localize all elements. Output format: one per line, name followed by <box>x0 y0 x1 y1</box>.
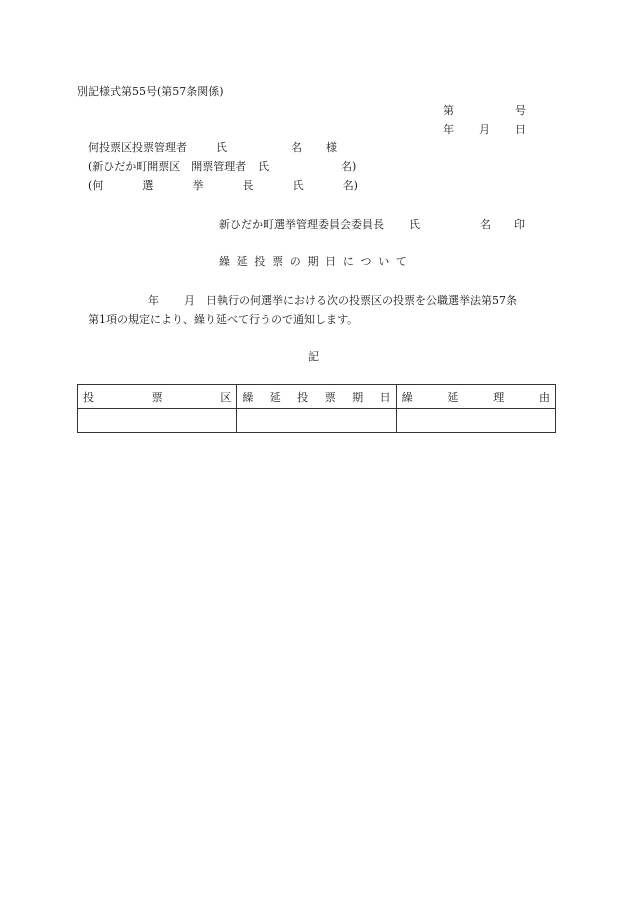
date-day: 日 <box>515 123 526 136</box>
header-char: 由 <box>539 390 550 404</box>
heading-char: 投 <box>254 255 266 268</box>
counting-manager-shi: 氏 <box>258 160 269 173</box>
table-header-row <box>78 385 556 409</box>
sender-shi: 氏 <box>409 218 420 231</box>
recipient-sama: 様 <box>326 141 337 154</box>
date-month: 月 <box>479 123 490 136</box>
number-prefix: 第 <box>443 104 454 117</box>
recipient-mei: 名 <box>291 141 302 154</box>
header-postponed-date <box>237 385 396 409</box>
cell-voting-district <box>78 409 237 433</box>
header-char: 繰 <box>242 390 254 404</box>
header-char: 投 <box>297 390 309 404</box>
heading-char: い <box>378 255 390 268</box>
document-heading <box>219 255 407 269</box>
election-chair-char: 挙 <box>192 179 204 192</box>
body-month: 月 <box>184 294 195 307</box>
election-chair-char: 選 <box>142 179 154 192</box>
header-char: 期 <box>352 390 364 404</box>
header-char: 票 <box>324 390 336 404</box>
heading-char: て <box>395 255 407 268</box>
number-suffix: 号 <box>515 104 526 117</box>
body-year: 年 <box>148 294 159 307</box>
header-char: 日 <box>379 390 391 404</box>
document-number-line <box>443 104 526 118</box>
heading-char: つ <box>360 255 372 268</box>
table-row <box>78 409 556 433</box>
header-voting-district <box>78 385 237 409</box>
ki-marker: 記 <box>308 350 319 363</box>
header-char: 区 <box>220 390 232 404</box>
postponement-table <box>77 384 556 433</box>
heading-char: 期 <box>307 255 319 268</box>
sender-title: 新ひだか町選挙管理委員会委員長 <box>219 218 384 231</box>
header-char: 投 <box>83 390 94 404</box>
header-postponement-reason <box>396 385 555 409</box>
header-char: 理 <box>493 390 505 404</box>
recipient-line-1 <box>88 141 358 155</box>
header-char: 票 <box>151 390 163 404</box>
heading-char: に <box>342 255 354 268</box>
date-year: 年 <box>443 123 454 136</box>
cell-postponed-date <box>237 409 396 433</box>
sender-mei: 名 <box>480 218 491 231</box>
sender-line <box>219 218 529 232</box>
heading-char: 票 <box>272 255 284 268</box>
body-line-1 <box>148 294 558 308</box>
counting-manager-title: (新ひだか町開票区 開票管理者 <box>88 160 247 173</box>
election-chair-char: 名) <box>342 179 358 192</box>
counting-manager-mei: 名) <box>341 160 357 173</box>
recipient-line-2 <box>88 160 368 174</box>
recipient-shi: 氏 <box>216 141 227 154</box>
election-chair-char: 長 <box>242 179 254 192</box>
recipient-title: 何投票区投票管理者 <box>88 141 187 154</box>
body-line1-text: 日執行の何選挙における次の投票区の投票を公職選挙法第57条 <box>206 294 517 307</box>
election-chair-char: 氏 <box>292 179 304 192</box>
body-line-2: 第1項の規定により、繰り延べて行うので通知します。 <box>88 313 359 326</box>
document-date-line <box>443 123 526 137</box>
header-char: 繰 <box>401 390 413 404</box>
header-char: 延 <box>447 390 459 404</box>
sender-seal: 印 <box>514 218 525 231</box>
heading-char: 繰 <box>219 255 230 268</box>
recipient-line-3 <box>88 179 358 193</box>
form-label: 別記様式第55号(第57条関係) <box>77 85 224 98</box>
heading-char: 延 <box>236 255 248 268</box>
heading-char: の <box>289 255 301 268</box>
election-chair-char: (何 <box>88 179 104 192</box>
cell-postponement-reason <box>396 409 555 433</box>
heading-char: 日 <box>325 255 337 268</box>
header-char: 延 <box>269 390 281 404</box>
